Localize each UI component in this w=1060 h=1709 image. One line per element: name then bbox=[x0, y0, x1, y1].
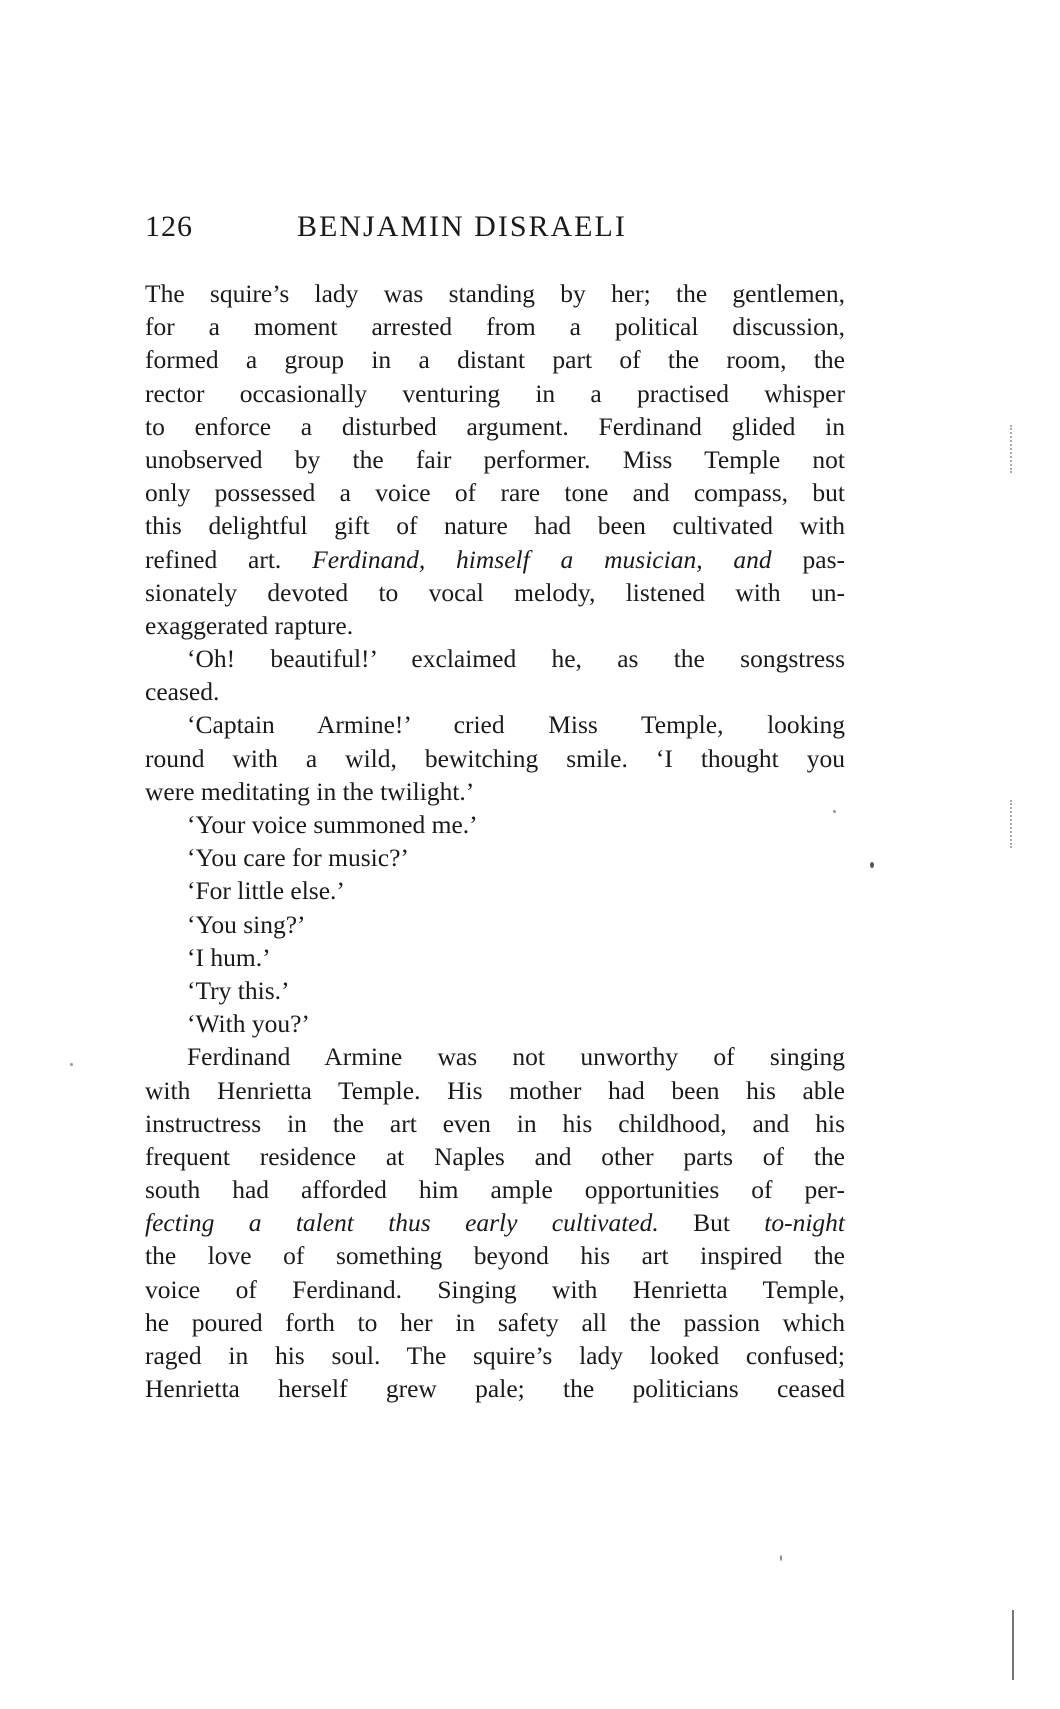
running-title: BENJAMIN DISRAELI bbox=[297, 210, 627, 243]
text-line bbox=[145, 410, 845, 443]
text-line bbox=[145, 1107, 845, 1140]
text-line bbox=[145, 708, 845, 741]
text-line bbox=[145, 1173, 845, 1206]
text-run: he poured forth to her in safety all the passion which bbox=[145, 1307, 845, 1337]
text-line bbox=[145, 476, 845, 509]
text-run: only possessed a voice of rare tone and compass, but bbox=[145, 478, 845, 508]
text-line bbox=[145, 1372, 845, 1405]
text-line bbox=[145, 742, 845, 775]
text-line bbox=[145, 343, 845, 376]
text-run: instructress in the art even in his childhood, and his bbox=[145, 1108, 845, 1138]
text-line bbox=[145, 576, 845, 609]
text-run: this delightful gift of nature had been cultivated with bbox=[145, 511, 845, 541]
text-line bbox=[145, 941, 845, 974]
text-line bbox=[145, 1074, 845, 1107]
text-line bbox=[145, 443, 845, 476]
text-run: voice of Ferdinand. Singing with Henrietta Temple, bbox=[145, 1274, 845, 1304]
text-run: ‘Captain Armine!’ cried Miss Temple, looking bbox=[187, 710, 845, 740]
text-run: ‘Try this.’ bbox=[187, 975, 290, 1005]
text-run: ‘You sing?’ bbox=[187, 909, 306, 939]
scan-speck bbox=[870, 862, 874, 868]
text-run: ‘With you?’ bbox=[187, 1009, 310, 1039]
text-line bbox=[145, 310, 845, 343]
text-run: for a moment arrested from a political discussion, bbox=[145, 312, 845, 342]
text-line bbox=[145, 277, 845, 310]
text-run: frequent residence at Naples and other parts of the bbox=[145, 1141, 845, 1171]
scan-speck bbox=[70, 1063, 73, 1066]
text-line bbox=[145, 1206, 845, 1239]
text-line bbox=[145, 808, 845, 841]
text-run: raged in his soul. The squire’s lady looked confused; bbox=[145, 1341, 845, 1370]
text-line bbox=[145, 1273, 845, 1306]
text-run: ‘I hum.’ bbox=[187, 942, 271, 972]
text-line bbox=[145, 775, 845, 808]
text-run: Ferdinand, himself a musician, and bbox=[312, 544, 772, 574]
text-line bbox=[145, 1040, 845, 1073]
text-run: to enforce a disturbed argument. Ferdinand glided in bbox=[145, 411, 845, 441]
text-run: ‘Oh! beautiful!’ exclaimed he, as the songstress bbox=[187, 644, 845, 674]
text-line bbox=[145, 974, 845, 1007]
text-run: ‘For little else.’ bbox=[187, 876, 345, 906]
text-line bbox=[145, 675, 845, 708]
text-line bbox=[145, 841, 845, 874]
text-run: Henrietta herself grew pale; the politicians ceased bbox=[145, 1374, 845, 1404]
text-run: ‘Your voice summoned me.’ bbox=[187, 810, 478, 839]
text-run: But bbox=[658, 1208, 765, 1238]
text-line bbox=[145, 609, 845, 642]
scan-mark bbox=[1012, 1610, 1016, 1680]
text-line bbox=[145, 509, 845, 542]
scan-speck bbox=[833, 810, 836, 813]
text-run: formed a group in a distant part of the room, the bbox=[145, 345, 845, 375]
text-line bbox=[145, 642, 845, 675]
text-run: rector occasionally venturing in a practised whisper bbox=[145, 378, 845, 408]
running-head bbox=[145, 210, 845, 250]
text-line bbox=[145, 874, 845, 907]
text-run: fecting a talent thus early cultivated. bbox=[145, 1208, 659, 1238]
text-run: were meditating in the twilight.’ bbox=[145, 776, 475, 806]
text-run: refined art. bbox=[145, 544, 313, 574]
scan-mark bbox=[1010, 800, 1014, 848]
text-run: The squire’s lady was standing by her; the gentlemen, bbox=[145, 279, 845, 308]
text-line bbox=[145, 543, 845, 576]
text-line bbox=[145, 1306, 845, 1339]
text-run: the love of something beyond his art inspired the bbox=[145, 1241, 845, 1271]
text-line bbox=[145, 1239, 845, 1272]
page-number: 126 bbox=[145, 210, 193, 243]
text-run: exaggerated rapture. bbox=[145, 610, 354, 640]
text-run: ‘You care for music?’ bbox=[187, 843, 409, 873]
text-line bbox=[145, 1007, 845, 1040]
text-run: ceased. bbox=[145, 677, 220, 707]
text-line bbox=[145, 1140, 845, 1173]
text-run: Ferdinand Armine was not unworthy of singing bbox=[187, 1042, 845, 1072]
text-line bbox=[145, 1339, 845, 1372]
text-run: pas- bbox=[771, 544, 845, 574]
text-run: unobserved by the fair performer. Miss Temple not bbox=[145, 444, 845, 474]
body-text bbox=[145, 277, 845, 1405]
scan-mark bbox=[1010, 425, 1014, 473]
text-run: with Henrietta Temple. His mother had been his able bbox=[145, 1075, 845, 1105]
text-run: to-night bbox=[764, 1208, 846, 1238]
text-run: sionately devoted to vocal melody, listened with un- bbox=[145, 577, 845, 607]
scan-speck bbox=[780, 1555, 782, 1561]
text-run: south had afforded him ample opportunities of per- bbox=[145, 1175, 845, 1205]
text-line bbox=[145, 377, 845, 410]
text-line bbox=[145, 908, 845, 941]
text-run: round with a wild, bewitching smile. ‘I thought you bbox=[145, 743, 845, 773]
